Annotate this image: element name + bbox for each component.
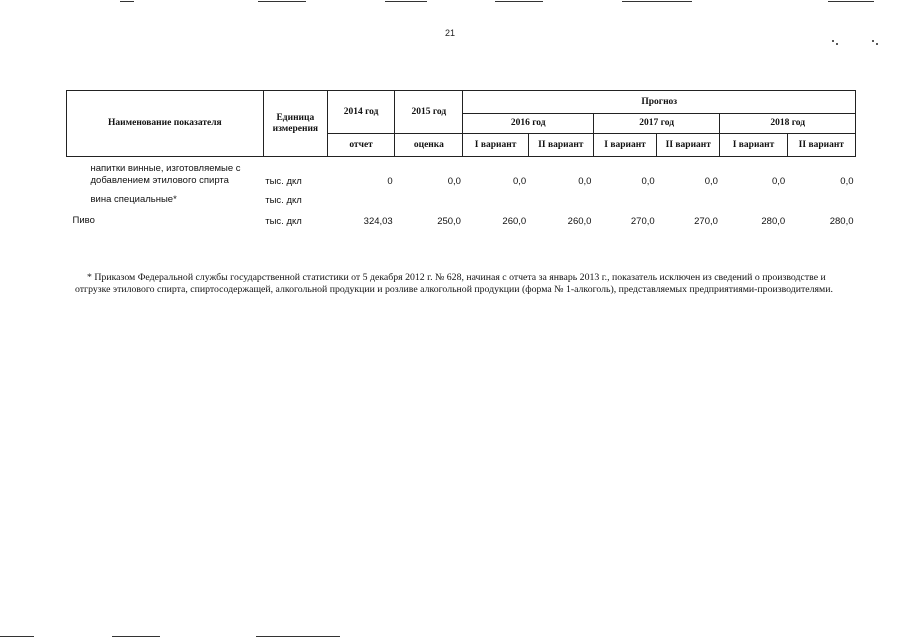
value-2014: 0 <box>387 176 393 187</box>
value-2017-v2: 270,0 <box>694 216 718 227</box>
indicator-table <box>66 90 856 229</box>
value-2018-v1 <box>720 190 787 208</box>
value-2017-v2: 0,0 <box>704 176 718 187</box>
scan-edge-line <box>495 1 543 2</box>
header-2017: 2017 год <box>593 114 719 134</box>
row-name: Пиво <box>72 215 95 226</box>
header-unit: Единица измерения <box>263 91 327 157</box>
scan-edge-line <box>385 1 427 2</box>
scan-edge-line <box>120 1 134 2</box>
value-2016-v2 <box>528 190 593 208</box>
table-row <box>67 157 856 191</box>
value-2015 <box>395 190 463 208</box>
table-row <box>67 190 856 208</box>
value-2018-v2: 0,0 <box>840 176 854 187</box>
scan-speck <box>832 40 834 42</box>
value-2017-v1 <box>593 190 656 208</box>
value-2018-v1: 280,0 <box>761 216 786 227</box>
scan-edge-line <box>256 636 340 637</box>
header-2018-variant-2: II вариант <box>787 134 855 157</box>
value-2016-v1: 0,0 <box>512 176 527 187</box>
header-2018: 2018 год <box>720 114 856 134</box>
value-2017-v1: 0,0 <box>641 176 655 187</box>
value-2018-v2 <box>787 190 855 208</box>
page-number: 21 <box>445 28 456 38</box>
value-2016-v1 <box>463 190 528 208</box>
scan-edge-line <box>258 1 306 2</box>
value-2018-v2: 280,0 <box>829 216 854 227</box>
header-report: отчет <box>327 134 394 157</box>
scan-speck <box>836 43 838 45</box>
row-name: напитки винные, изготовляемые с добавлением этилового спирта <box>90 163 241 186</box>
header-forecast: Прогноз <box>463 91 856 114</box>
header-2014: 2014 год <box>327 91 394 134</box>
value-2014: 324,03 <box>363 216 393 227</box>
scan-edge-line <box>0 636 34 637</box>
header-2015: 2015 год <box>395 91 463 134</box>
scan-edge-line <box>112 636 160 637</box>
header-2016: 2016 год <box>463 114 593 134</box>
value-2016-v1: 260,0 <box>502 216 527 227</box>
value-2015: 0,0 <box>447 176 461 187</box>
scan-edge-line <box>622 1 692 2</box>
value-2014 <box>327 190 394 208</box>
scan-edge-line <box>828 1 874 2</box>
header-estimate: оценка <box>395 134 463 157</box>
value-2018-v1: 0,0 <box>771 176 786 187</box>
header-2017-variant-2: II вариант <box>657 134 720 157</box>
header-row <box>67 91 856 114</box>
value-2016-v2: 0,0 <box>578 176 592 187</box>
header-name: Наименование показателя <box>67 91 264 157</box>
footnote: * Приказом Федеральной службы государственной статистики от 5 декабря 2012 г. № 628, начиная с отчета за январь 2013 г., показатель исключен из сведений о производстве и отгрузке этилового спирта, спиртосодержащей, алкогольной продукции и розливе алкогольной продукции (форма № 1-алкоголь), представляемых предприятиями-производителями. <box>75 271 833 296</box>
header-2017-variant-1: I вариант <box>593 134 656 157</box>
value-2017-v1: 270,0 <box>630 216 655 227</box>
value-2015: 250,0 <box>437 216 461 227</box>
row-name: вина специальные* <box>90 194 177 205</box>
row-unit: тыс. дкл <box>265 176 302 187</box>
value-2016-v2: 260,0 <box>567 216 592 227</box>
scan-speck <box>876 43 878 45</box>
value-2017-v2 <box>657 190 720 208</box>
row-unit: тыс. дкл <box>265 216 302 227</box>
row-unit: тыс. дкл <box>265 195 302 206</box>
scan-speck <box>872 40 874 42</box>
header-2018-variant-1: I вариант <box>720 134 787 157</box>
header-2016-variant-2: II вариант <box>528 134 593 157</box>
header-2016-variant-1: I вариант <box>463 134 528 157</box>
table-row <box>67 208 856 229</box>
